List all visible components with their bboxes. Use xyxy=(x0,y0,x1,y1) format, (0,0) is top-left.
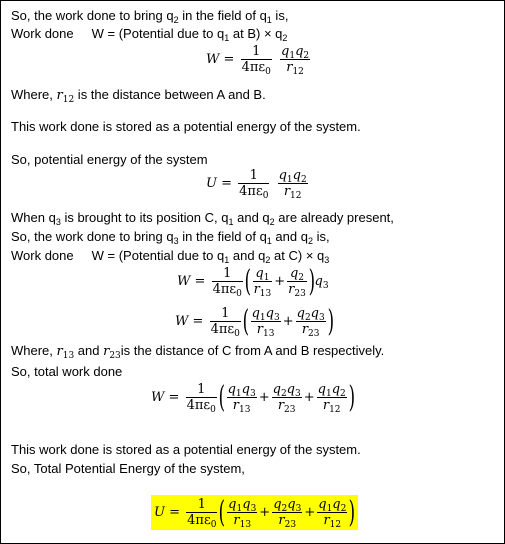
equation-work-q3-b: W = $\frac{1}{4\pi\varepsilon_0}$ ( $\frac{q_1q_3}{r_{13}}$ + $\frac{q_2q_3}{r_{23}}$ ) xyxy=(175,303,334,339)
equation-work-q3-a: W = $\frac{1}{4\pi\varepsilon_0}$ ( $\frac{q_1}{r_{13}}$ + $\frac{q_2}{r_{23}}$ )$q_3$ xyxy=(177,263,329,299)
equation-potential-energy-2: U = $\frac{1}{4\pi\varepsilon_0}$ $\frac{q_1q_2}{r_{12}}$ xyxy=(206,168,307,201)
text-line-work-done-2: Work done W = (Potential due to $q_1$ and $q_2$ at $C) \times q_3$ xyxy=(11,248,330,265)
text-line-2: Work done W = (Potential due to $q_1$ at $B) \times q_2$ xyxy=(11,26,288,43)
text-where-r13-r23: Where, $r_{13}$ and $r_{23}is$ the distance of C from A and B respectively. xyxy=(11,343,385,361)
text-where-r12: Where, $r_{12}$ is the distance between A and B. xyxy=(11,87,266,105)
text-line-1: So, the work done to bring $q_2$ in the field of $q_1$ is, xyxy=(11,8,289,25)
text-line-q3-brought: When $q_3$ is brought to its position C, $q_1$ and $q_2$ are already present, xyxy=(11,210,394,227)
text-stored-2: This work done is stored as a potential energy of the system. xyxy=(11,442,361,457)
text-potential-energy: So, potential energy of the system xyxy=(11,152,208,167)
text-total-potential-energy: So, Total Potential Energy of the system, xyxy=(11,461,245,476)
equation-total-potential-energy-highlighted: U = $\frac{1}{4\pi\varepsilon_0}$ ( $\frac{q_1q_3}{r_{13}}$ + $\frac{q_2q_3}{r_{23}}$ + $\frac{q_1q_2}{r_{12}}$ ) xyxy=(151,495,358,530)
text-line-work-q3: So, the work done to bring $q_3$ in the field of $q_1$ and $q_2$ is, xyxy=(11,229,330,246)
text-total-work: So, total work done xyxy=(11,364,123,379)
equation-total-work: W = $\frac{1}{4\pi\varepsilon_0}$ ( $\frac{q_1q_3}{r_{13}}$ + $\frac{q_2q_3}{r_{23}}$ + $\frac{q_1q_2}{r_{12}}$ ) xyxy=(151,379,355,415)
equation-work-q2: W = $\frac{1}{4\pi\varepsilon_0}$ $\frac{q_1q_2}{r_{12}}$ xyxy=(206,44,310,77)
text-stored-1: This work done is stored as a potential energy of the system. xyxy=(11,119,361,134)
